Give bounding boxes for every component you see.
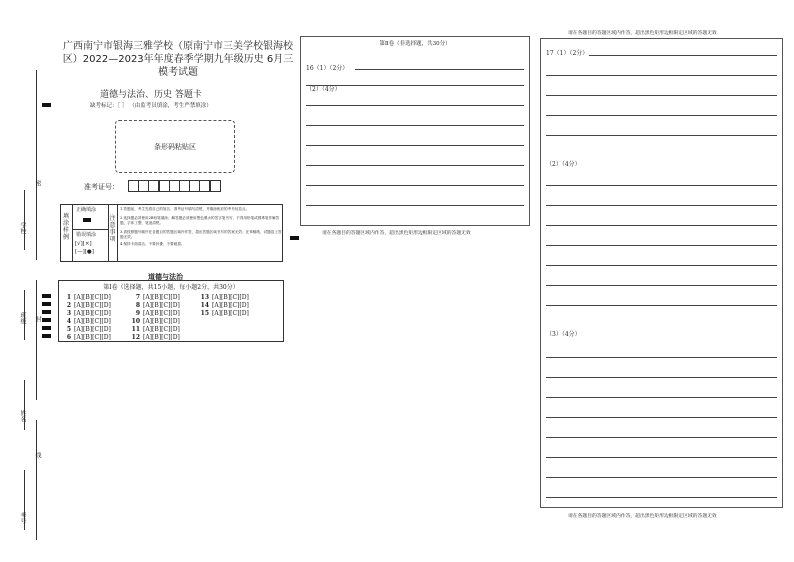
answer-line[interactable] (546, 417, 777, 418)
mc-question[interactable]: 2 [A][B][C][D] (66, 302, 111, 309)
school-line (24, 190, 25, 250)
mc-header: 第Ⅰ卷（选择题，共15小题，每小题2分，共30分） (103, 284, 239, 291)
fill-example-label: 填涂样例 (63, 213, 70, 241)
mc-question[interactable]: 3 [A][B][C][D] (66, 310, 111, 317)
answer-line[interactable] (306, 185, 524, 186)
answer-line[interactable] (546, 305, 777, 306)
mc-question[interactable]: 15 [A][B][C][D] (200, 310, 249, 317)
examno-side-label: 考号 (19, 512, 26, 524)
part2-header: 第Ⅱ卷（非选择题，共30分） (379, 41, 451, 47)
position-mark (42, 302, 51, 306)
answer-line[interactable] (546, 357, 777, 358)
absent-mark-field[interactable]: 缺考标记：［ ］ （由监考员填涂，考生严禁填涂） (90, 103, 212, 109)
q16-2-label: （2）（4分） (306, 86, 341, 93)
seal-char-1: 密 (34, 180, 41, 186)
answer-line[interactable] (546, 75, 777, 76)
mc-question[interactable]: 1 [A][B][C][D] (66, 294, 111, 301)
mc-question[interactable]: 4 [A][B][C][D] (66, 318, 111, 325)
barcode-area (115, 120, 235, 173)
binding-line-3 (36, 420, 37, 540)
q17-1-label: 17（1）（2分） (546, 50, 589, 57)
answer-line[interactable] (546, 285, 777, 286)
answer-line[interactable] (546, 135, 777, 136)
position-mark (290, 236, 299, 240)
mc-question[interactable]: 7 [A][B][C][D] (135, 294, 180, 301)
mc-question[interactable]: 11 [A][B][C][D] (131, 326, 180, 333)
answer-sheet-subtitle: 道德与法治、历史 答题卡 (100, 90, 202, 100)
answer-line[interactable] (546, 265, 777, 266)
answer-line[interactable] (546, 205, 777, 206)
mc-question[interactable]: 5 [A][B][C][D] (66, 326, 111, 333)
correct-fill-label: 正确填涂 (76, 207, 97, 213)
seal-char-3: 线 (34, 452, 41, 458)
answer-line[interactable] (546, 477, 777, 478)
answer-line[interactable] (355, 69, 524, 70)
notes-list (120, 207, 282, 247)
binding-line-1 (36, 70, 37, 260)
exam-number-box[interactable] (210, 180, 221, 192)
wrong-fill-samples: [√][×] [—][●] (75, 241, 94, 255)
answer-line[interactable] (306, 145, 524, 146)
answer-line[interactable] (589, 55, 777, 56)
mc-question[interactable]: 9 [A][B][C][D] (135, 310, 180, 317)
answer-line[interactable] (306, 105, 524, 106)
part2-boundary-note: 请在各题目的答题区域内作答，超出黑色矩形边框限定区域的答题无效 (322, 231, 471, 236)
mc-question[interactable]: 13 [A][B][C][D] (200, 294, 249, 301)
fill-instructions-box (60, 204, 283, 262)
seal-char-2: 封 (34, 316, 41, 322)
answer-line[interactable] (306, 205, 524, 206)
mc-question[interactable]: 6 [A][B][C][D] (66, 334, 111, 341)
name-label: 姓名 (19, 410, 26, 422)
note-item: 4.保持卡面清洁，不要折叠、不要破损。 (120, 242, 185, 246)
mc-question[interactable]: 14 [A][B][C][D] (200, 302, 249, 309)
answer-line[interactable] (546, 377, 777, 378)
q17-2-label: （2）（4分） (546, 161, 581, 168)
correct-fill-sample (83, 218, 91, 222)
part2-answer-panel (300, 36, 530, 226)
answer-line[interactable] (546, 185, 777, 186)
answer-line[interactable] (546, 397, 777, 398)
q16-1-label: 16（1）（2分） (306, 65, 349, 72)
class-label: 班级 (19, 312, 26, 324)
q17-3-label: （3）（4分） (546, 331, 581, 338)
answer-line[interactable] (546, 115, 777, 116)
mc-question[interactable]: 10 [A][B][C][D] (131, 318, 180, 325)
position-mark (42, 318, 51, 322)
binding-line-2 (36, 280, 37, 400)
exam-title: 广西南宁市银海三雅学校（原南宁市三美学校银海校区）2022—2023年年度春季学期九年级历史 6月三模考试题 (62, 41, 294, 78)
part3-top-note: 请在各题目的答题区域内作答，超出黑色矩形边框限定区域的答题无效 (568, 31, 717, 36)
exam-number-label: 准考证号： (84, 183, 119, 191)
mc-question[interactable]: 12 [A][B][C][D] (131, 334, 180, 341)
answer-line[interactable] (306, 125, 524, 126)
answer-line[interactable] (546, 225, 777, 226)
multiple-choice-box (58, 280, 284, 342)
notes-label: 注意事项 (109, 215, 116, 243)
note-item: 1.答题前，考生先将自己的姓名、准考证号填写清楚，并填涂相应的考号信息点。 (120, 207, 250, 211)
note-item: 3.请按照题号顺序在各题目的答题区域内作答，超出答题区域书写的答案无效；在草稿纸、试题卷上答题无效。 (120, 230, 282, 239)
mc-question[interactable]: 8 [A][B][C][D] (135, 302, 180, 309)
answer-line[interactable] (546, 245, 777, 246)
answer-line[interactable] (306, 165, 524, 166)
position-mark (42, 326, 51, 330)
wrong-fill-label: 错误填涂 (76, 232, 97, 238)
section-title: 道德与法治 (148, 273, 183, 281)
answer-line[interactable] (546, 497, 777, 498)
position-mark (42, 334, 51, 338)
note-item: 2.选择题必须使用2B铅笔填涂；解答题必须使用黑色墨水的签字笔书写，不得用铅笔或圆珠笔作解答题，字体工整、笔迹清楚。 (120, 216, 280, 225)
part3-bottom-note: 请在各题目的答题区域内作答，超出黑色矩形边框限定区域的答题无效 (568, 514, 717, 519)
part3-answer-panel (540, 38, 783, 508)
position-mark (42, 103, 51, 107)
position-mark (42, 310, 51, 314)
name-line (24, 380, 25, 430)
answer-line[interactable] (546, 95, 777, 96)
answer-line[interactable] (546, 457, 777, 458)
school-label: 学校 (19, 222, 26, 234)
answer-line[interactable] (546, 437, 777, 438)
exam-number-boxes[interactable] (128, 180, 220, 192)
position-mark (42, 294, 51, 298)
barcode-label: 条形码粘贴区 (154, 142, 196, 151)
